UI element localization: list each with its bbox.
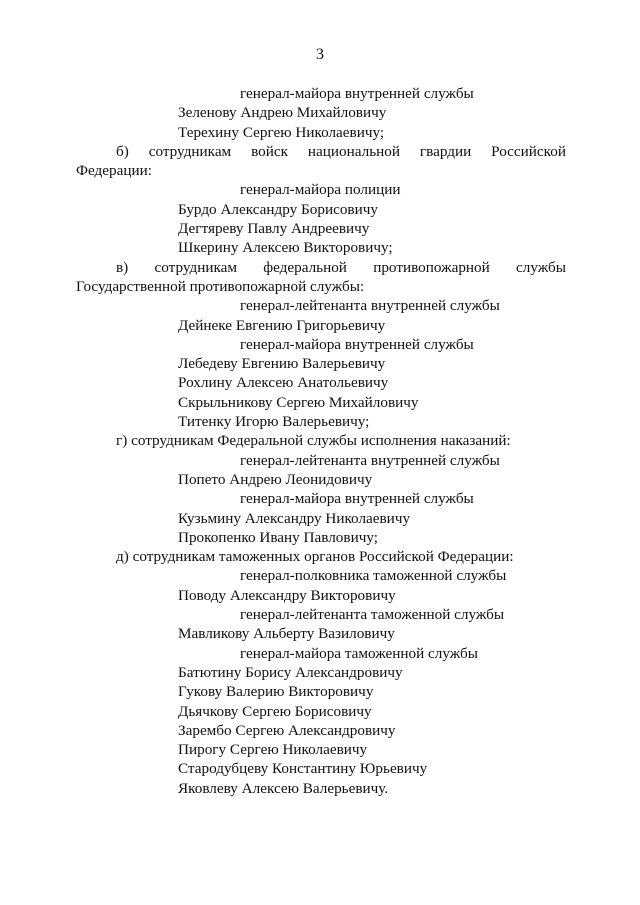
page-number: 3 — [316, 46, 324, 63]
rank-line: генерал-полковника таможенной службы — [240, 567, 507, 585]
person-name: Поводу Александру Викторовичу — [178, 586, 396, 604]
word: сотрудникам — [148, 142, 232, 160]
rank-line: генерал-майора внутренней службы — [240, 85, 474, 102]
person-name: Терехину Сергею Николаевичу; — [178, 123, 385, 141]
person-name: Скрыльникову Сергею Михайловичу — [178, 393, 419, 411]
person-name: Гукову Валерию Викторовичу — [178, 683, 374, 701]
rank-line: генерал-лейтенанта таможенной службы — [240, 606, 505, 624]
word: службы — [516, 258, 566, 276]
person-name: Дегтяреву Павлу Андреевичу — [178, 220, 370, 238]
person-name: Дейнеке Евгению Григорьевичу — [178, 316, 386, 334]
person-name: Стародубцеву Константину Юрьевичу — [178, 760, 428, 778]
rank-line: генерал-майора внутренней службы — [240, 490, 474, 508]
person-name: Лебедеву Евгению Валерьевичу — [178, 355, 386, 373]
word: в) — [116, 258, 129, 276]
person-name: Бурдо Александру Борисовичу — [178, 200, 378, 218]
word: противопожарной — [373, 258, 490, 276]
word: национальной — [307, 142, 400, 160]
word: б) — [116, 142, 129, 160]
rank-line: генерал-майора таможенной службы — [240, 644, 478, 662]
person-name: Зарембо Сергею Александровичу — [178, 721, 396, 739]
list-item-heading: д) сотрудникам таможенных органов Российской Федерации: — [116, 548, 514, 566]
person-name: Пирогу Сергею Николаевичу — [178, 741, 368, 759]
list-item-heading: г) сотрудникам Федеральной службы исполнения наказаний: — [116, 432, 511, 450]
continuation-line: Федерации: — [76, 162, 152, 180]
word: федеральной — [263, 258, 347, 276]
person-name: Шкерину Алексею Викторовичу; — [178, 239, 393, 257]
person-name: Титенку Игорю Валерьевичу; — [178, 413, 370, 431]
continuation-line: Государственной противопожарной службы: — [76, 277, 365, 295]
rank-line: генерал-майора внутренней службы — [240, 335, 474, 353]
person-name: Зеленову Андрею Михайловичу — [178, 104, 387, 122]
word: Российской — [491, 142, 566, 160]
person-name: Кузьмину Александру Николаевичу — [178, 509, 411, 527]
person-name: Дьячкову Сергею Борисовичу — [178, 702, 372, 720]
person-name: Мавликову Альберту Вазиловичу — [178, 625, 395, 643]
person-name: Батютину Борису Александровичу — [178, 663, 403, 681]
person-name: Рохлину Алексею Анатольевичу — [178, 374, 389, 392]
word: гвардии — [419, 142, 472, 160]
word: войск — [251, 142, 289, 160]
word: сотрудникам — [154, 258, 237, 276]
rank-line: генерал-лейтенанта внутренней службы — [240, 297, 500, 315]
person-name: Попето Андрею Леонидовичу — [178, 470, 373, 488]
document-body — [0, 84, 640, 798]
person-name: Яковлеву Алексею Валерьевичу. — [178, 779, 389, 797]
list-item-heading — [0, 258, 566, 277]
list-item-heading — [0, 142, 566, 161]
rank-line: генерал-майора полиции — [240, 181, 401, 199]
rank-line: генерал-лейтенанта внутренней службы — [240, 451, 500, 469]
person-name: Прокопенко Ивану Павловичу; — [178, 528, 378, 546]
